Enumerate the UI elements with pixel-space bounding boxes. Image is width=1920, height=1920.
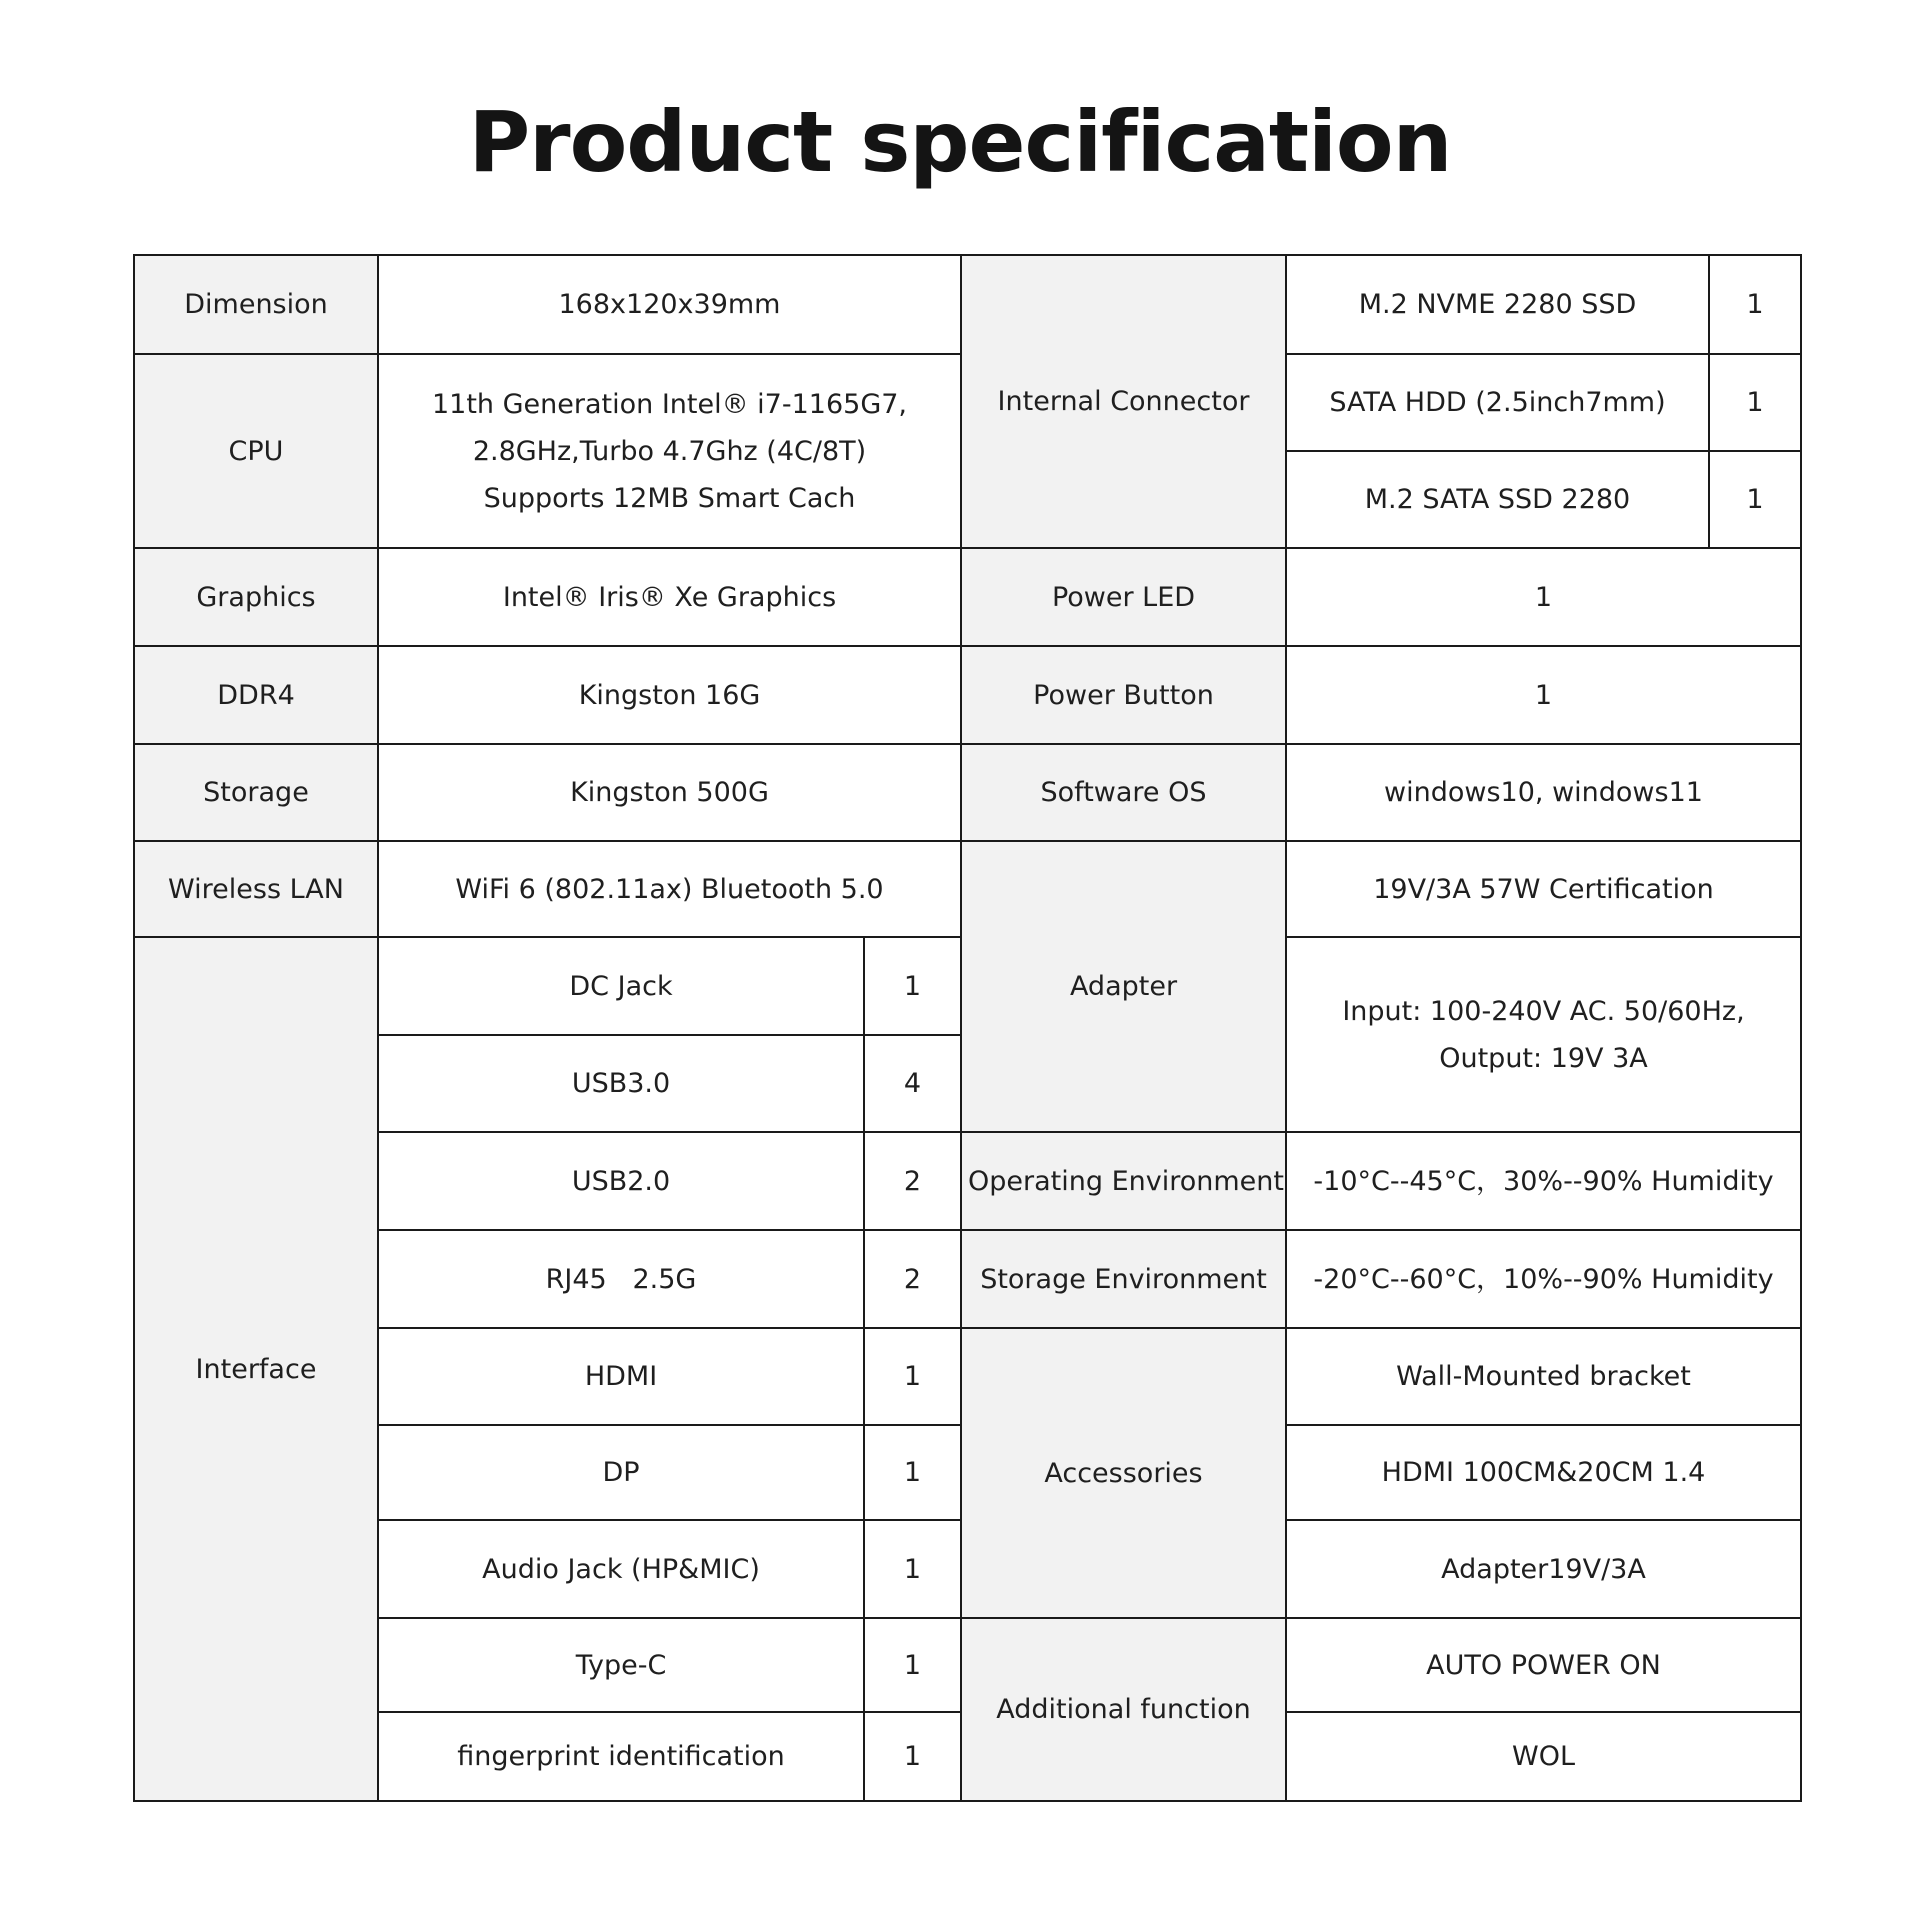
- accessories-item: Wall-Mounted bracket: [1286, 1328, 1801, 1425]
- interface-qty: 1: [864, 1328, 961, 1425]
- interface-qty: 2: [864, 1230, 961, 1328]
- graphics-label: Graphics: [134, 548, 378, 646]
- interface-item: Audio Jack (HP&MIC): [378, 1520, 864, 1618]
- interface-qty: 1: [864, 1618, 961, 1712]
- accessories-label: Accessories: [961, 1328, 1286, 1618]
- interface-qty: 1: [864, 937, 961, 1035]
- interface-item: RJ45 2.5G: [378, 1230, 864, 1328]
- interface-qty: 1: [864, 1425, 961, 1520]
- internal-connector-item: M.2 NVME 2280 SSD: [1286, 255, 1709, 354]
- cpu-label: CPU: [134, 354, 378, 548]
- wireless-label: Wireless LAN: [134, 841, 378, 937]
- spec-row: [134, 1618, 1801, 1712]
- spec-row: [134, 1328, 1801, 1425]
- interface-item: USB3.0: [378, 1035, 864, 1132]
- dimension-label: Dimension: [134, 255, 378, 354]
- power-led-value: 1: [1286, 548, 1801, 646]
- interface-qty: 1: [864, 1712, 961, 1801]
- spec-row: [134, 841, 1801, 937]
- spec-row: [134, 255, 1801, 354]
- spec-row: [134, 646, 1801, 744]
- additional-item: WOL: [1286, 1712, 1801, 1801]
- accessories-item: HDMI 100CM&20CM 1.4: [1286, 1425, 1801, 1520]
- spec-row: [134, 1132, 1801, 1230]
- spec-row: [134, 1230, 1801, 1328]
- interface-item: DC Jack: [378, 937, 864, 1035]
- storage-env-label: Storage Environment: [961, 1230, 1286, 1328]
- interface-item: HDMI: [378, 1328, 864, 1425]
- adapter-label: Adapter: [961, 841, 1286, 1132]
- power-button-value: 1: [1286, 646, 1801, 744]
- interface-item: Type-C: [378, 1618, 864, 1712]
- software-os-value: windows10, windows11: [1286, 744, 1801, 841]
- additional-item: AUTO POWER ON: [1286, 1618, 1801, 1712]
- internal-connector-item: M.2 SATA SSD 2280: [1286, 451, 1709, 548]
- spec-row: [134, 744, 1801, 841]
- internal-connector-qty: 1: [1709, 354, 1801, 451]
- page-title: Product specification: [468, 93, 1452, 191]
- interface-label: Interface: [134, 937, 378, 1801]
- graphics-value: Intel® Iris® Xe Graphics: [378, 548, 961, 646]
- wireless-value: WiFi 6 (802.11ax) Bluetooth 5.0: [378, 841, 961, 937]
- accessories-item: Adapter19V/3A: [1286, 1520, 1801, 1618]
- cpu-line: 2.8GHz,Turbo 4.7Ghz (4C/8T): [472, 435, 867, 467]
- dimension-value: 168x120x39mm: [378, 255, 961, 354]
- internal-connector-qty: 1: [1709, 255, 1801, 354]
- interface-qty: 1: [864, 1520, 961, 1618]
- cpu-value: [378, 354, 961, 548]
- adapter-certification: 19V/3A 57W Certification: [1286, 841, 1801, 937]
- power-led-label: Power LED: [961, 548, 1286, 646]
- interface-item: USB2.0: [378, 1132, 864, 1230]
- additional-label: Additional function: [961, 1618, 1286, 1801]
- interface-qty: 4: [864, 1035, 961, 1132]
- cpu-line: 11th Generation Intel® i7-1165G7,: [431, 388, 908, 420]
- operating-env-value: -10°C--45°C，30%--90% Humidity: [1286, 1132, 1801, 1230]
- interface-item: fingerprint identification: [378, 1712, 864, 1801]
- adapter-io: [1286, 937, 1801, 1132]
- spec-table: [133, 254, 1802, 1802]
- adapter-io-line: Output: 19V 3A: [1439, 1042, 1648, 1074]
- internal-connector-item: SATA HDD (2.5inch7mm): [1286, 354, 1709, 451]
- storage-env-value: -20°C--60°C，10%--90% Humidity: [1286, 1230, 1801, 1328]
- interface-item: DP: [378, 1425, 864, 1520]
- ddr4-label: DDR4: [134, 646, 378, 744]
- interface-qty: 2: [864, 1132, 961, 1230]
- storage-label: Storage: [134, 744, 378, 841]
- power-button-label: Power Button: [961, 646, 1286, 744]
- software-os-label: Software OS: [961, 744, 1286, 841]
- spec-row: [134, 548, 1801, 646]
- internal-connector-label: Internal Connector: [961, 255, 1286, 548]
- ddr4-value: Kingston 16G: [378, 646, 961, 744]
- adapter-io-line: Input: 100-240V AC. 50/60Hz,: [1342, 995, 1745, 1027]
- storage-value: Kingston 500G: [378, 744, 961, 841]
- internal-connector-qty: 1: [1709, 451, 1801, 548]
- operating-env-label: Operating Environment: [961, 1132, 1286, 1230]
- cpu-line: Supports 12MB Smart Cach: [483, 482, 856, 514]
